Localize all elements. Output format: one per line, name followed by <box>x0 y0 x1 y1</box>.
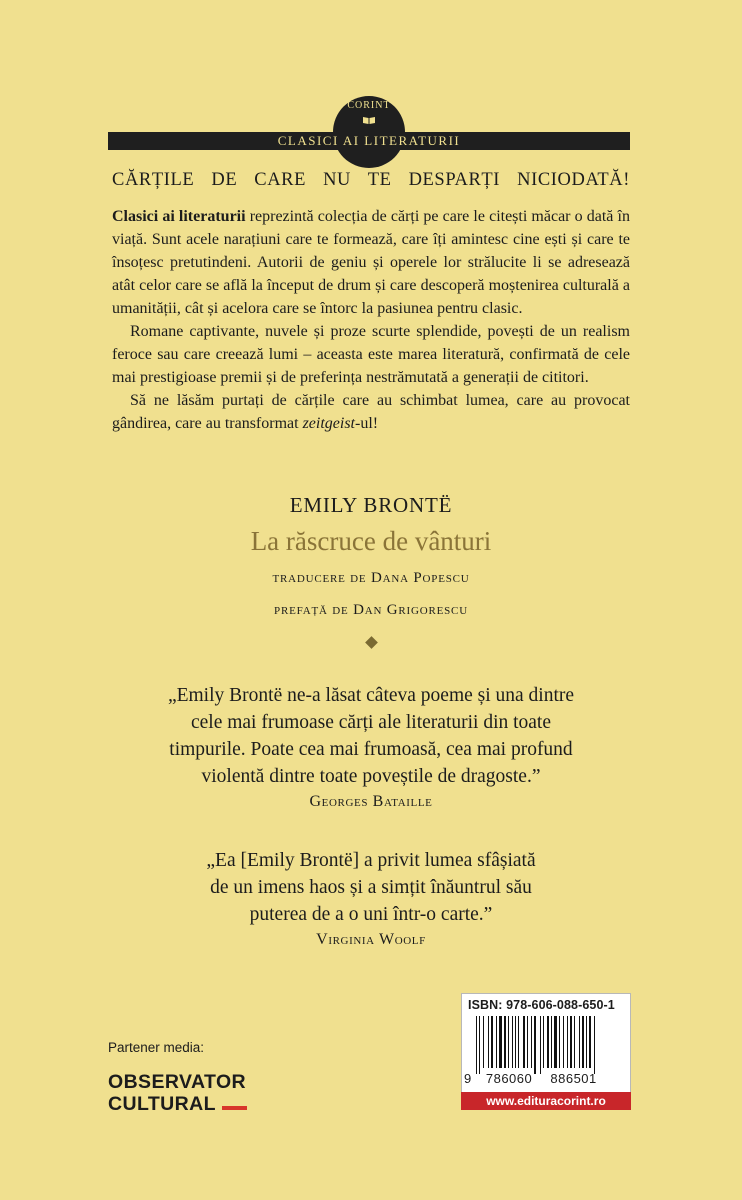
quote-source: Virginia Woolf <box>316 931 426 948</box>
quote-source: Georges Bataille <box>309 793 433 810</box>
barcode-bar <box>476 1016 477 1074</box>
quote-line: puterea de a o uni într-o carte.” <box>249 904 493 925</box>
paragraph-1-text: reprezintă colecția de cărți pe care le citești măcar o dată în viață. Sunt acele narațiuni care te formează, care îți amintesc cine ești și care te însoțesc pretutindeni. Autorii de geniu și operele lor strălucite li se adresează atât celor care se află la început de drum și care descoperă moștenirea culturală a umanității, cât și acelora care se întorc la pasiunea pentru clasic. <box>112 208 630 317</box>
open-book-icon <box>362 116 376 125</box>
description-paragraph-3 <box>112 389 630 435</box>
series-bar <box>108 132 630 150</box>
quote-bataille <box>0 682 742 814</box>
barcode-bar <box>547 1016 549 1068</box>
collection-description <box>112 205 630 435</box>
barcode-bar <box>582 1016 584 1068</box>
barcode-bar <box>531 1016 532 1068</box>
publisher-website[interactable]: www.edituracorint.ro <box>461 1092 631 1110</box>
barcode-lead-digit: 9 <box>464 1071 472 1086</box>
series-banner <box>108 96 630 152</box>
quote-woolf <box>0 847 742 952</box>
barcode-bar <box>567 1016 568 1068</box>
logo-line-1: OBSERVATOR <box>108 1071 246 1093</box>
barcode-group-2: 886501 <box>550 1071 597 1086</box>
barcode-bar <box>488 1016 489 1068</box>
zeitgeist-word: zeitgeist <box>302 415 355 432</box>
barcode-bar <box>589 1016 591 1068</box>
barcode-bar <box>479 1016 480 1074</box>
series-name: CLASICI AI LITERATURII <box>277 133 461 148</box>
barcode-bar <box>579 1016 580 1068</box>
quote-line: „Ea [Emily Brontë] a privit lumea sfâșiată <box>206 850 536 871</box>
barcode-bar <box>551 1016 552 1068</box>
quote-line: violentă dintre toate poveștile de dragoste.” <box>201 766 541 787</box>
red-dash-mark <box>222 1106 247 1110</box>
barcode-bar <box>515 1016 516 1068</box>
barcode-bar <box>499 1016 502 1068</box>
logo-line-2: CULTURAL <box>108 1093 216 1115</box>
book-info <box>0 490 742 647</box>
publisher-name: CORINT <box>347 100 391 111</box>
book-title: La răscruce de vânturi <box>250 526 492 556</box>
translator-credit: traducere de Dana Popescu <box>272 570 470 586</box>
barcode-bar <box>496 1016 497 1068</box>
barcode-bar <box>534 1016 536 1074</box>
barcode-bar <box>586 1016 587 1068</box>
barcode-digits <box>464 1071 628 1086</box>
collection-name: Clasici ai literaturii <box>112 208 246 225</box>
barcode-bar <box>491 1016 493 1068</box>
barcode-bar <box>594 1016 595 1074</box>
partner-label: Partener media: <box>108 1040 205 1055</box>
diamond-ornament <box>365 636 378 649</box>
barcode-bar <box>563 1016 564 1068</box>
barcode-bar <box>540 1016 541 1074</box>
barcode-bar <box>523 1016 525 1068</box>
book-author: EMILY BRONTË <box>289 493 453 517</box>
logo-line-2-row <box>108 1093 247 1115</box>
barcode-bar <box>543 1016 544 1068</box>
barcode-bar <box>527 1016 528 1068</box>
barcode-bar <box>570 1016 572 1068</box>
quote-line: „Emily Brontë ne-a lăsat câteva poeme și una dintre <box>167 685 575 706</box>
quote-line: cele mai frumoase cărți ale literaturii din toate <box>190 712 552 733</box>
barcode-bar <box>483 1016 484 1068</box>
preface-credit: prefață de Dan Grigorescu <box>274 602 468 618</box>
quote-line: timpurile. Poate cea mai frumoasă, cea mai profund <box>169 739 573 760</box>
media-partner <box>108 1040 247 1115</box>
barcode-bar <box>512 1016 513 1068</box>
isbn-barcode <box>461 993 631 1093</box>
collection-tagline: CĂRȚILE DE CARE NU TE DESPARȚI NICIODATĂ! <box>112 170 630 190</box>
description-paragraph-1 <box>112 205 630 320</box>
isbn-label: ISBN: 978-606-088-650-1 <box>468 998 615 1012</box>
barcode-group-1: 786060 <box>485 1071 533 1086</box>
paragraph-3-ending: -ul! <box>355 415 379 432</box>
barcode-bar <box>559 1016 560 1068</box>
description-paragraph-2: Romane captivante, nuvele și proze scurte splendide, povești de un realism feroce sau care creează lumi – aceasta este marea literatură, confirmată de cele mai prestigioase premii și de preferința nestrămutată a generații de cititori. <box>112 323 630 386</box>
barcode-bar <box>518 1016 519 1068</box>
barcode-bar <box>554 1016 557 1068</box>
barcode-bar <box>508 1016 509 1068</box>
quote-line: de un imens haos și a simțit înăuntrul său <box>210 877 532 898</box>
barcode-bar <box>504 1016 506 1068</box>
barcode-graphic <box>476 1016 620 1074</box>
paragraph-3-text: Să ne lăsăm purtați de cărțile care au schimbat lumea, care au provocat gândirea, care au transformat <box>112 392 630 432</box>
observator-cultural-logo <box>108 1071 247 1115</box>
barcode-bar <box>574 1016 575 1068</box>
